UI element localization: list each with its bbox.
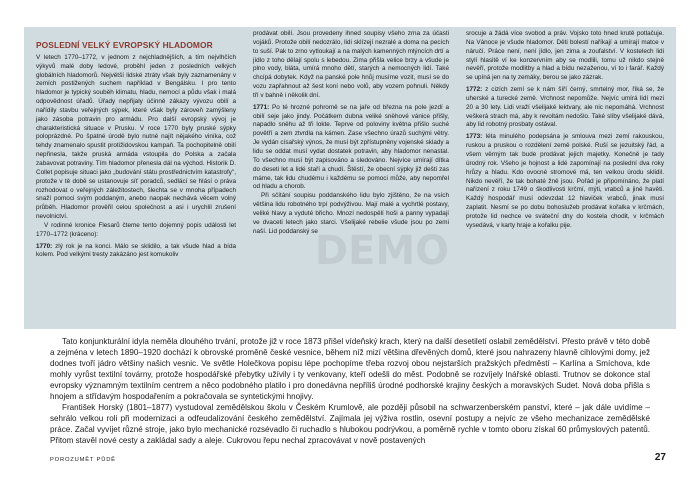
box-column-2 bbox=[253, 30, 449, 236]
main-paragraph: Tato konjunkturální idyla neměla dlouhého trvání, protože již v roce 1873 přišel vídeňský krach, který na další desetiletí oslabil zemědělství. Přesto právě v této době a zejména v letech 1890–1920 dochází k obrovské proměně české vesnice, během níž mizí většina dřevěných domů, které jsou nahrazeny hlavně cihlovými domy, jež dodnes tvoří jádro většiny našich vesnic. Ve světle Holečkova popisu lépe pochopíme třeba rozvoj obou nejstarších pražských předměstí – Karlína a Smíchova, kde mohly vyrůst textilní továrny, protože hospodářské přebytky užívily i ty venkovany, kteří odešli do měst. Podobně se rozvíjely lnářské oblasti. Trutnov se dokonce stal evropsky významným textilním centrem a něco podobného platilo i pro donedávna nepříliš úrodné podhorské krajiny českých a moravských Sudet. Nová doba přišla s hnojem a střídavým hospodařením a pokračovala se syntetickými hnojivy. bbox=[50, 337, 651, 401]
box-paragraph-1770: 1770: zlý rok je na konci. Málo se sklidilo, a tak všude hlad a bída kolem. Pod velkými tresty zakázáno jest komukoliv bbox=[36, 242, 236, 259]
box-title: POSLEDNÍ VELKÝ EVROPSKÝ HLADOMOR bbox=[36, 40, 213, 50]
page-number: 27 bbox=[654, 452, 666, 463]
year-lead: 1772: bbox=[466, 86, 483, 94]
box-column-3 bbox=[466, 30, 664, 231]
sidebar-box bbox=[24, 27, 676, 329]
box-paragraph: prodávat obilí. Jsou provedeny ihned soupisy všeho zrna za účasti vojáků. Protože obilí nedozrálo, lidi sklízejí nezralé a doma na pecích to suší. Pak to zrno vytloukají a na malých kamenných mlýncích drtí a jídlo z toho dělají spolu s lebedou. Zima přišla velice brzy a všude je plno vody, bláta, umírá mnoho dětí, starých a nemocných lidí. Také chcípá dobytek. Když na panské pole hnůj musíme vozit, musí se do vozu zapřahnout až šest koní nebo volů, aby vozem pohnuli. Někdy tří v bahně i několik dní. bbox=[253, 30, 449, 99]
box-column-1 bbox=[36, 41, 236, 260]
box-paragraph-1771: 1771: Po té hrozné pohromě se na jaře od března na pole jezdí a obilí seje jako jindy. Počátkem dubna veliké sněhové vánice přišly, napadlo sněhu až tři lokte. Teprve od poloviny května přišlo suché povětří a zem ztvrdla na kámen. Zase všechno úrazů suchými větry. Je vydán císařský výnos, že musí být zpřístupněny vojenské sklady a lidu se oddat musí vydat dostatek potravin, aby hladomor nenastal. To všechno musí být zapisováno a sledováno. Nejvíce umírají dítka do deseti let a lidé staří a chudí. Štěstí, že obecní sýpky již dešti zas máme, tak lidu chudému i každému se pomoci může, aby nepomřel od hladu a chorob. bbox=[253, 103, 449, 191]
main-paragraph: František Horský (1801–1877) vystudoval zemědělskou školu v Českém Krumlově, ale později působil na schwarzenberském panství, které – jak dále uvidíme – sehrálo velkou roli při modernizaci a odfeudalizování českého zemědělství. Zajímala jej výživa rostlin, osevní postupy a nejvíc ze všeho mechanizace zemědělské práce. Začal vyvíjet různé stroje, jako bylo mechanické rozsévadlo či ruchadlo s hlubokou podrývkou, a poměrně rychle v tomto oboru získal 60 průmyslových patentů. Přitom stavěl nové cesty a zakládal sady a aleje. Cukrovou řepu nechal zpracovávat v nově postavených bbox=[50, 403, 650, 445]
box-paragraph-1773: 1773: léta minulého podepsána je smlouva mezi zemí rakouskou, ruskou a pruskou o rozdělení země polské. Ruší se jezuitský řád, a všem věrným tak bude prodávat jejich majetky. Konečně je tady úrodný rok. Všeho je hojnost a lidé zapomínají na poslední dva roky hrůzy a hladu. Kdo ovocné stromové má, ten velkou úrodu sklidil. Nikdo nevěří, že tak bohaté žně jsou. Pořád je připomínáno, že platí nařízení z roku 1749 o škodlivosti krčmí, mýti, vrabců a jiné havěti. Každý hospodář musí odevzdat 12 hlaviček vrabců, jinak musí zaplatit. Nesmí se po dobu bohoslužeb prodávat kořalka v krčmách, protože lid nechce ve sváteční dny do kostela chodit, v krčmách vysedává, v karty hraje a kořalku pije. bbox=[466, 133, 664, 229]
box-paragraph: Při sčítání soupisu poddanského lidu bylo zjištěno, že na vsích většina lidu robotného trpí podvýživou. Mají malé a vychrtlé postavy, veliké hlavy a vyduté břicho. Mnozí nedospělí hoši a panny vypadají ve dvaceti letech jako starci. Všelijaké rebelie všude jsou po zemi naší. Lid poddanský se bbox=[253, 192, 449, 235]
running-footer: POROZUMĚT PŮDĚ bbox=[50, 457, 116, 463]
box-paragraph: V letech 1770–1772, v jednom z nejchladnějších, a tím nejvlhčích výkyvů malé doby ledové, proběhl jeden z posledních velkých globálních hladomorů. Největší lidské ztráty však byly zaznamenány v zemích postižených suchem například v Bengálsku. I pro tento hladomor je typický souběh klimatu, hladu, nemocí a půdu však i malá odpovědnost úřadů. Úřady nepřijaly účinně zákazy vývozu obilí a nařídily stavbu veřejných sýpek, které však byly zároveň zamýšleny jako zásoba potravin pro armádu. Pro další evropský vývoj je charakteristická situace v Prusku. V roce 1770 byly pruské sýpky poloprázdné. Po špatné úrodě bylo nutné najít nějakého viníka, což tehdy znamenalo spustit protižidovskou kampaň. Ta pochopitelně obilí nepřinesla, takže pruská armáda vstoupila do Polska a začala zabavovat potraviny. Tím hladomor přenesla dál na východ. Historik D. Collet popisuje situaci jako „budování státu prostřednictvím katastrofy", protože v tě době se ustanovuje síť poradců, sedlácí se hlásí o práva rozhodovat o veřejných záležitostech, šlechta se v mnoha případech snaží pomoci svým poddaným, anebo naopak nechává věcem volný průběh. Hladomor prověřil celou společnost a asi i urychlil zrušení nevolnictví. bbox=[36, 53, 236, 221]
main-text bbox=[50, 336, 650, 446]
box-paragraph: V rodinné kronice Flesarů čteme tento dojemný popis události let 1770–1772 (kráceno): bbox=[36, 221, 236, 238]
box-paragraph-1772: 1772: z cizích zemí se k nám šíří černý, smrtelný mor, říká se, že uherské a turecké země. Vrchnost nepomůže. Nejvíc umírá lidí mezi 20 a 30 lety. Lidi vraží všelijaké lektvary, ale nic nepomáhá. Vrchnost veškerá strach má, aby k revoltám nedošlo. Také slíby všelijaké dává, aby lid robotný prosbaty ostával. bbox=[466, 86, 664, 129]
year-lead: 1773: bbox=[466, 133, 483, 141]
year-lead: 1771: bbox=[253, 103, 270, 111]
year-lead: 1770: bbox=[36, 242, 53, 250]
box-paragraph: srocuje a žádá více svobod a práv. Vojsko toto hned krutě potlačuje. Na Vánoce je všude hladomor. Děti bolestí naříkají a umírají matce v náručí. Práce není, není jídlo, jen zima a zoufalství. V kostelech lidi stylí hlasitě ví ke konzervním aby se modlili, tomu už nikdo stejně nevěří, protože modlitby a hlad a bídu nezaženou, ví to i farář. Každý se upíná jen na ty zemáky, berou se jako zázrak. bbox=[466, 30, 664, 82]
